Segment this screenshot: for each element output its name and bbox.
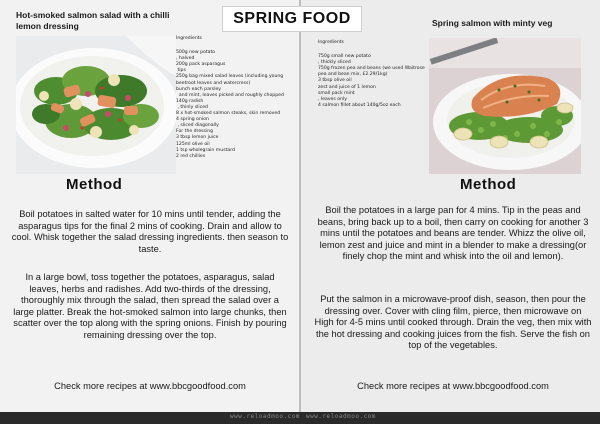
left-watermark: www.reloadmoo.com <box>230 413 300 420</box>
ingredient-line: , thinly sliced <box>176 104 208 110</box>
ingredient-line: tips <box>176 68 186 74</box>
right-page <box>301 0 600 412</box>
left-method-heading: Method <box>66 176 123 193</box>
right-watermark: www.reloadmoo.com <box>306 413 376 420</box>
left-recipe-title: Hot-smoked salmon salad with a chilli lemon dressing <box>16 10 170 31</box>
ingredient-line: , halved <box>176 56 195 62</box>
spring-food-banner: SPRING FOOD <box>222 6 362 32</box>
salmon-salad-illustration <box>16 36 176 174</box>
bottom-strip <box>0 412 600 424</box>
right-ingredients-heading: Ingredients <box>318 40 344 45</box>
ingredient-line: 4 salmon fillet about 140g/5oz each <box>318 102 401 108</box>
ingredient-line: 750g frozen pea and beans (we used Waitrose pea and bean mix, £2.29/1kg) <box>318 66 427 78</box>
right-method-paragraph-1: Boil the potatoes in a large pan for 4 mins. Tip in the peas and beans, bring back up to a boil, then carry on cooking for another 3 mins until the potatoes and beans are tender. Whizz the olive oil, lemon zest and juice and mint in a blender to make a dressing(or finely chop the mint and whisk into the oil and lemon). <box>317 205 589 262</box>
left-ingredients <box>176 36 294 160</box>
ingredient-line: 140g radish <box>176 98 204 104</box>
right-footer-link-text: Check more recipes at www.bbcgoodfood.com <box>357 381 549 391</box>
ingredient-line: 1 tsp wholegrain mustard <box>176 147 235 153</box>
ingredient-line: zest and juice of 1 lemon <box>318 84 376 90</box>
left-method-paragraph-2: In a large bowl, toss together the potatoes, asparagus, salad leaves, herbs and radishes. Add two-thirds of the dressing, thoroughly mix through the salad, then spread the salad over a large platter. Break the hot-smoked salmon into large chunks, then scatter over the top along with the spring onions. Finish by pouring remaining dressing over the top. <box>13 272 287 340</box>
left-method-paragraph-1: Boil potatoes in salted water for 10 mins until tender, adding the asparagus tips for the final 2 mins of cooking. Drain and allow to cool. Whisk together the salad dressing ingredients. then season to taste. <box>11 209 289 254</box>
ingredient-line: 8 x hot-smoked salmon steaks, skin removed <box>176 111 281 117</box>
ingredient-line: , sliced diagonally <box>176 123 219 129</box>
ingredient-line: 3 tbsp lemon juice <box>176 135 219 141</box>
left-footer-link-text: Check more recipes at www.bbcgoodfood.com <box>54 381 246 391</box>
left-ingredients-heading: Ingredients <box>176 36 202 41</box>
ingredient-line: small pack mint <box>318 90 355 96</box>
ingredient-line: 2 red chillies <box>176 153 206 159</box>
spring-salmon-photo <box>429 38 581 174</box>
ingredient-line: and mint, leaves picked and roughly chopped <box>176 92 284 98</box>
right-recipe-title: Spring salmon with minty veg <box>432 18 553 28</box>
ingredient-line: 3 tbsp olive oil <box>318 78 352 84</box>
ingredient-line: bunch each parsley <box>176 86 222 92</box>
salmon-salad-photo <box>16 36 176 174</box>
right-ingredients <box>318 40 426 109</box>
ingredient-line: 125ml olive oil <box>176 141 210 147</box>
spring-salmon-illustration <box>429 38 581 174</box>
left-page <box>0 0 299 412</box>
ingredient-line: 250g bag mixed salad leaves (including young beetroot leaves and watercress) <box>176 74 285 86</box>
ingredient-line: For the dressing <box>176 129 214 135</box>
ingredient-line: , leaves only <box>318 96 347 102</box>
right-method-paragraph-2: Put the salmon in a microwave-proof dish, season, then pour the dressing over. Cover with cling film, pierce, then microwave on High for 4-5 mins until cooked through. Drain the veg, then mix with the hot dressing and cooking juices from the fish. Serve the fish on top of the vegetables. <box>314 294 592 351</box>
ingredient-line: 500g new potato <box>176 50 216 56</box>
right-method-heading: Method <box>460 176 517 193</box>
ingredient-line: , thickly sliced <box>318 60 351 66</box>
ingredient-line: 750g small new potato <box>318 54 371 60</box>
ingredient-line: 4 spring onion <box>176 117 209 123</box>
ingredient-line: 200g pack asparagus <box>176 62 226 68</box>
